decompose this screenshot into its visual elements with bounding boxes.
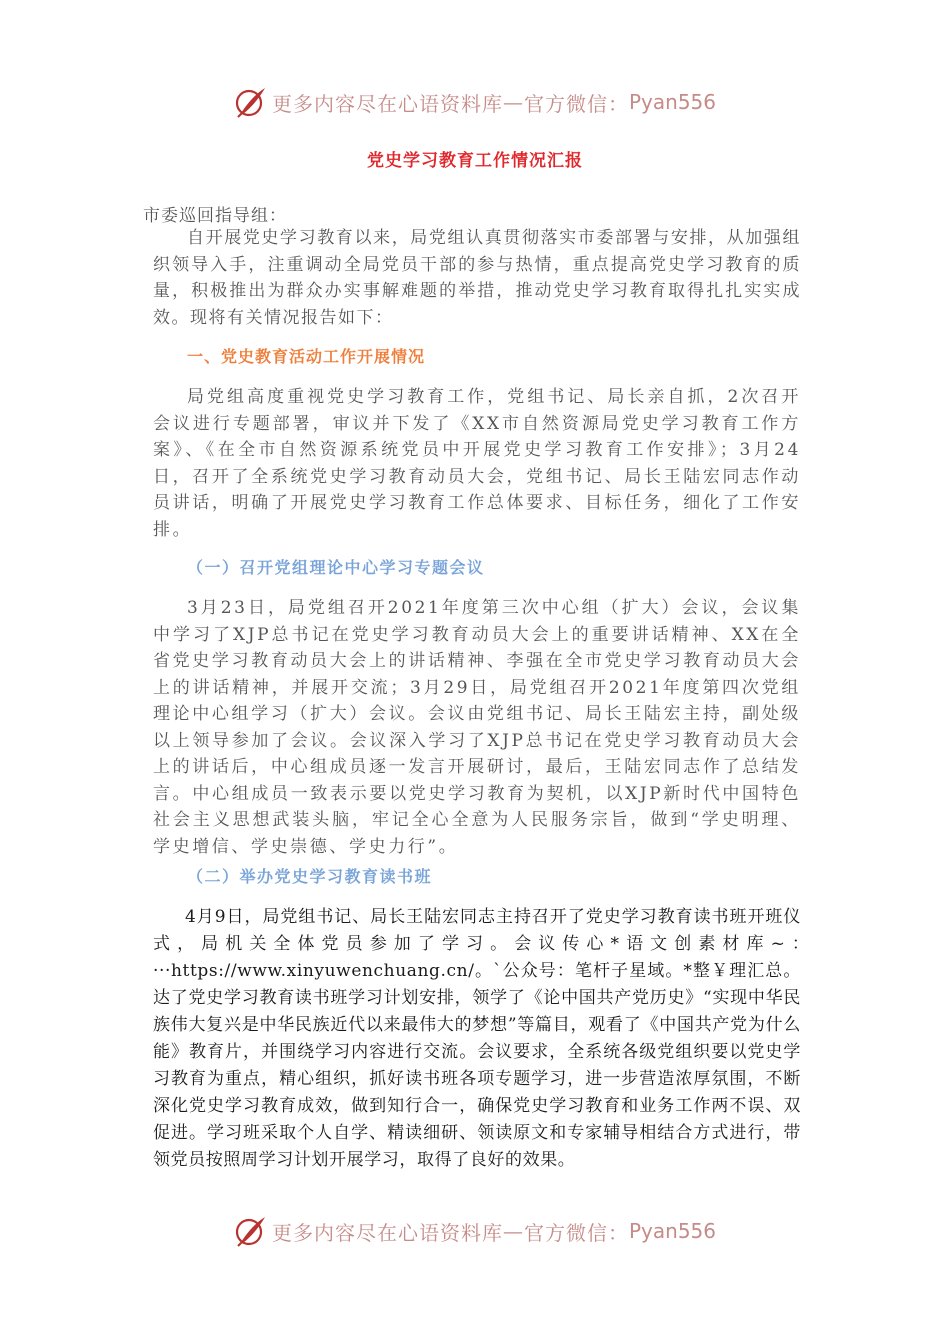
- banner-wechat-id: Pyan556: [628, 90, 716, 114]
- salutation: 市委巡回指导组：: [143, 206, 287, 226]
- subsection-heading-2: （二）举办党史学习教育读书班: [187, 867, 433, 886]
- banner-text: 更多内容尽在心语资料库: [271, 1220, 503, 1245]
- banner-wechat-id: Pyan556: [628, 1219, 716, 1243]
- banner-wechat-label: 官方微信：: [523, 1220, 629, 1245]
- banner-wechat-label: 官方微信：: [523, 91, 629, 116]
- document-title: 党史学习教育工作情况汇报: [367, 151, 583, 171]
- quill-logo-icon: [234, 1214, 268, 1248]
- header-banner: [0, 82, 950, 122]
- banner-text: 更多内容尽在心语资料库: [271, 91, 503, 116]
- subsection1-paragraph: 3月23日，局党组召开2021年度第三次中心组（扩大）会议，会议集中学习了XJP总书记在党史学习教育动员大会上的重要讲话精神、XX在全省党史学习教育动员大会上的讲话精神、李强在全市党史学习教育动员大会上的讲话精神，并展开交流；3月29日，局党组召开2021年度第四次党组理论中心组学习（扩大）会议。会议由党组书记、局长王陆宏主持，副处级以上领导参加了会议。会议深入学习了XJP总书记在党史学习教育动员大会上的讲话后，中心组成员逐一发言开展研讨，最后，王陆宏同志作了总结发言。中心组成员一致表示要以党史学习教育为契机，以XJP新时代中国特色社会主义思想武装头脑，牢记全心全意为人民服务宗旨，做到“学史明理、学史增信、学史崇德、学史力行”。: [153, 598, 801, 857]
- section-heading-1: 一、党史教育活动工作开展情况: [187, 347, 426, 366]
- quill-logo-icon: [234, 85, 268, 119]
- subsection2-paragraph: 4月9日，局党组书记、局长王陆宏同志主持召开了党史学习教育读书班开班仪式，局机关全体党员参加了学习。会议传心*语文创素材库~：···https://www.xinyuwenchuang.cn/。`公众号：笔杆子星域。*整￥理汇总。达了党史学习教育读书班学习计划安排，领学了《论中国共产党历史》“实现中华民族伟大复兴是中华民族近代以来最伟大的梦想”等篇目，观看了《中国共产党为什么能》教育片，并围绕学习内容进行交流。会议要求，全系统各级党组织要以党史学习教育为重点，精心组织，抓好读书班各项专题学习，进一步营造浓厚氛围，不断深化党史学习教育成效，做到知行合一，确保党史学习教育和业务工作两不误、双促进。学习班采取个人自学、精读细研、领读原文和专家辅导相结合方式进行，带领党员按照周学习计划开展学习，取得了良好的效果。: [153, 907, 801, 1170]
- section1-paragraph: 局党组高度重视党史学习教育工作，党组书记、局长亲自抓，2次召开会议进行专题部署，审议并下发了《XX市自然资源局党史学习教育工作方案》、《在全市自然资源系统党员中开展党史学习教育工作安排》；3月24日，召开了全系统党史学习教育动员大会，党组书记、局长王陆宏同志作动员讲话，明确了开展党史学习教育工作总体要求、目标任务，细化了工作安排。: [153, 387, 801, 540]
- footer-banner: [0, 1211, 950, 1251]
- banner-dash: —: [502, 90, 524, 114]
- subsection-heading-1: （一）召开党组理论中心学习专题会议: [187, 558, 485, 577]
- banner-dash: —: [502, 1219, 524, 1243]
- intro-paragraph: 自开展党史学习教育以来，局党组认真贯彻落实市委部署与安排，从加强组织领导入手，注重调动全局党员干部的参与热情，重点提高党史学习教育的质量，积极推出为群众办实事解难题的举措，推动党史学习教育取得扎扎实实成效。现将有关情况报告如下：: [153, 228, 801, 328]
